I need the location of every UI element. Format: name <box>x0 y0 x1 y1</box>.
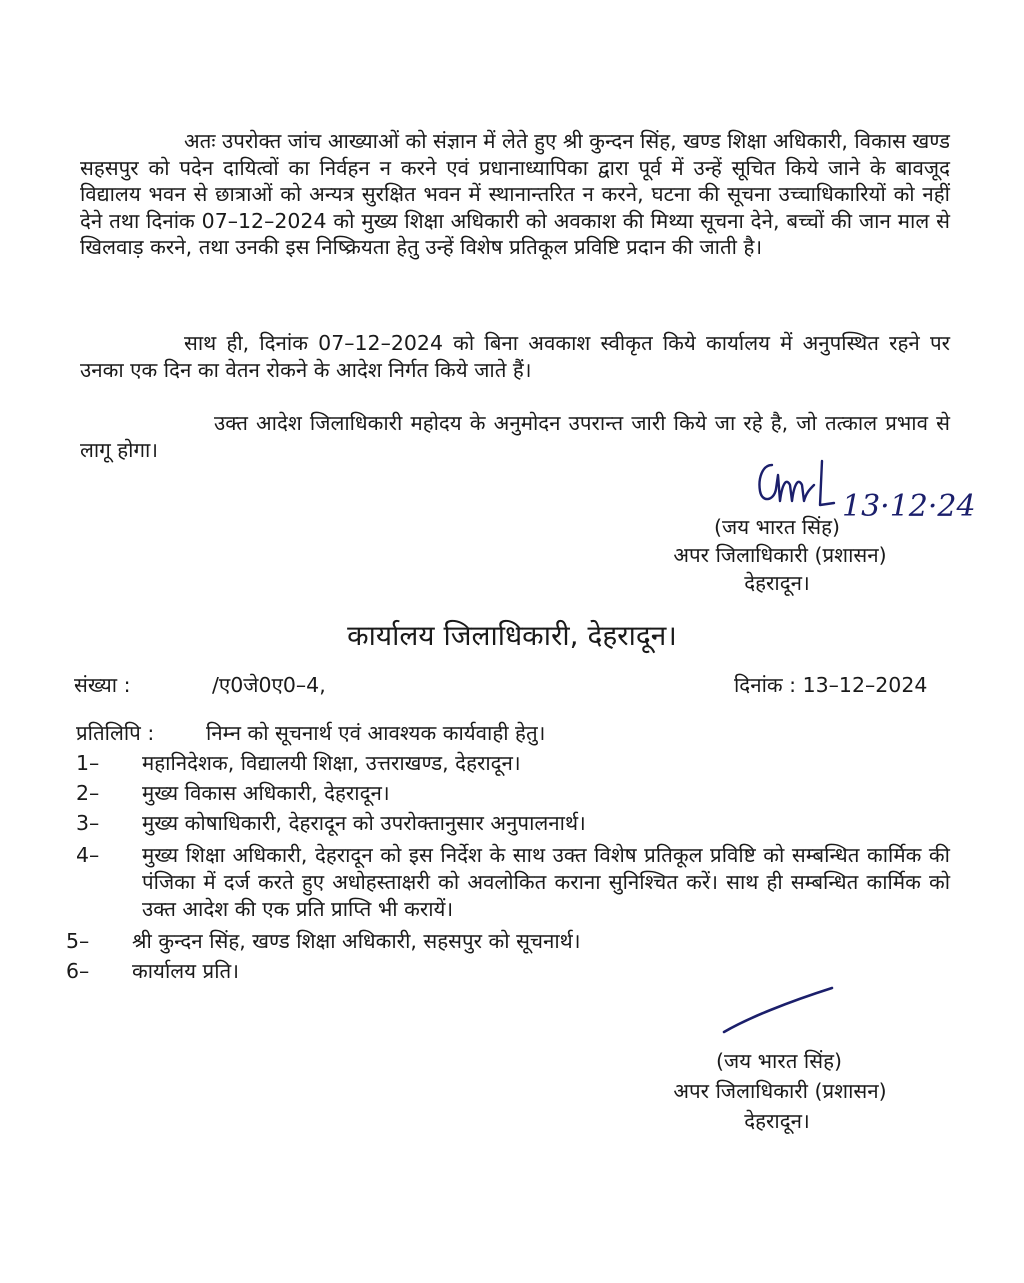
copy-item-number: 6– <box>66 959 90 983</box>
copy-item-text: महानिदेशक, विद्यालयी शिक्षा, उत्तराखण्ड, देहरादून। <box>142 751 521 775</box>
copy-item-text: मुख्य शिक्षा अधिकारी, देहरादून को इस निर्देश के साथ उक्त विशेष प्रतिकूल प्रविष्टि को सम्बन्धित कार्मिक की पंजिका में दर्ज करते हुए अधोहस्ताक्षरी को अवलोकित कराना सुनिश्चित करें। साथ ही सम्बन्धित कार्मिक को उक्त आदेश की एक प्रति प्राप्ति भी करायें। <box>142 843 950 921</box>
copy-item-text: कार्यालय प्रति। <box>132 959 239 983</box>
copy-item-text: श्री कुन्दन सिंह, खण्ड शिक्षा अधिकारी, सहसपुर को सूचनार्थ। <box>132 929 581 953</box>
signatory-name-1: (जय भारत सिंह) <box>714 515 840 539</box>
copy-intro: निम्न को सूचनार्थ एवं आवश्यक कार्यवाही हेतु। <box>206 721 546 745</box>
signature-mark-2 <box>718 980 838 1040</box>
office-heading: कार्यालय जिलाधिकारी, देहरादून। <box>347 619 677 652</box>
letter-number-label: संख्या : <box>74 673 131 697</box>
copy-item-text: मुख्य विकास अधिकारी, देहरादून। <box>142 781 390 805</box>
signatory-designation-1: अपर जिलाधिकारी (प्रशासन) <box>673 543 887 567</box>
copy-item-number: 1– <box>76 751 100 775</box>
signatory-place-1: देहरादून। <box>744 571 810 595</box>
signatory-designation-2: अपर जिलाधिकारी (प्रशासन) <box>673 1079 887 1103</box>
copy-item-number: 2– <box>76 781 100 805</box>
order-paragraph-1: अतः उपरोक्त जांच आख्याओं को संज्ञान में लेते हुए श्री कुन्दन सिंह, खण्ड शिक्षा अधिकारी, विकास खण्ड सहसपुर को पदेन दायित्वों का निर्वहन न करने एवं प्रधानाध्यापिका द्वारा पूर्व में उन्हें सूचित किये जाने के बावजूद विद्यालय भवन से छात्राओं को अन्यत्र सुरक्षित भवन में स्थानान्तरित न करने, घटना की सूचना उच्चाधिकारियों को नहीं देने तथा दिनांक 07–12–2024 को मुख्य शिक्षा अधिकारी को अवकाश की मिथ्या सूचना देने, बच्चों की जान माल से खिलवाड़ करने, तथा उनकी इस निष्क्रियता हेतु उन्हें विशेष प्रतिकूल प्रविष्टि प्रदान की जाती है। <box>80 129 950 259</box>
letter-date: दिनांक : 13–12–2024 <box>734 673 928 697</box>
copy-item-text: मुख्य कोषाधिकारी, देहरादून को उपरोक्तानुसार अनुपालनार्थ। <box>142 811 586 835</box>
copy-label: प्रतिलिपि : <box>76 721 155 745</box>
copy-item-number: 5– <box>66 929 90 953</box>
copy-item-number: 3– <box>76 811 100 835</box>
signatory-name-2: (जय भारत सिंह) <box>716 1049 842 1073</box>
signatory-place-2: देहरादून। <box>744 1109 810 1133</box>
copy-item-number: 4– <box>76 843 100 867</box>
order-paragraph-3: उक्त आदेश जिलाधिकारी महोदय के अनुमोदन उपरान्त जारी किये जा रहे है, जो तत्काल प्रभाव से लागू होगा। <box>80 411 950 462</box>
order-paragraph-2: साथ ही, दिनांक 07–12–2024 को बिना अवकाश स्वीकृत किये कार्यालय में अनुपस्थित रहने पर उनका एक दिन का वेतन रोकने के आदेश निर्गत किये जाते हैं। <box>80 331 950 382</box>
letter-number-value: /ए0जे0ए0–4, <box>212 673 326 697</box>
signature-date: 13·12·24 <box>842 489 976 524</box>
